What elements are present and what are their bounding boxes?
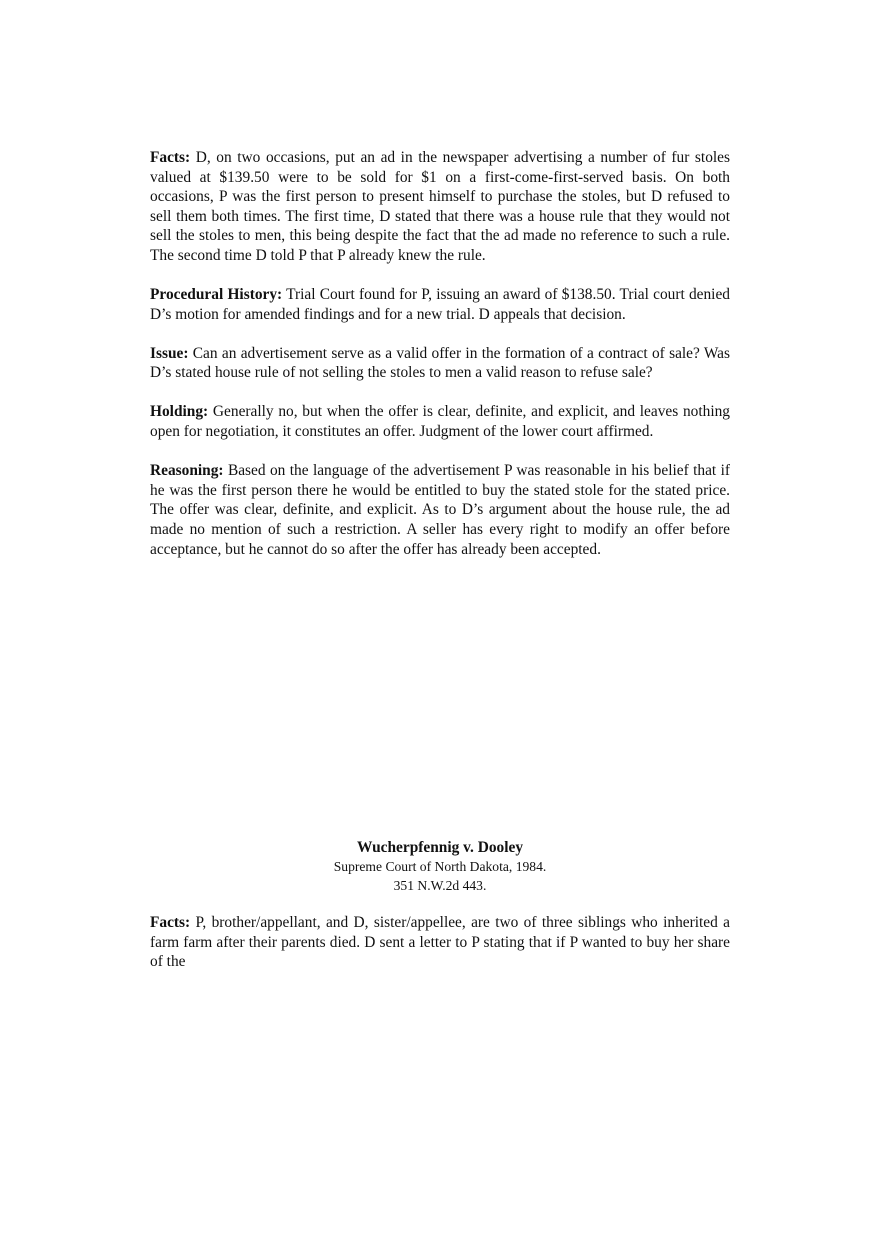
holding-text: Generally no, but when the offer is clear, definite, and explicit, and leaves nothing open for negotiation, it constitutes an offer. Judgment of the lower court affirmed. [150, 403, 730, 441]
procedural-history-label: Procedural History: [150, 286, 283, 304]
case-header-section [150, 838, 730, 991]
facts-label: Facts: [150, 149, 191, 166]
issue-label: Issue: [150, 344, 189, 362]
procedural-history-text: Trial Court found for P, issuing an award of $138.50. Trial court denied D’s motion for amended findings and for a new trial. D appeals that decision. [150, 286, 730, 323]
facts-text: D, on two occasions, put an ad in the newspaper advertising a number of fur stoles valued at $139.50 were to be sold for $1 on a first-come-first-served basis. On both occasions, P was the first person to present himself to purchase the stoles, but D refused to sell them both times. The first time, D stated that there was a house rule that they would not sell the stoles to men, this being despite the fact that the ad made no reference to such a rule. The second time D told P that P already knew the rule. [150, 149, 730, 264]
facts-paragraph [150, 148, 730, 266]
case-citation: 351 N.W.2d 443. [393, 878, 487, 893]
procedural-history-paragraph [150, 285, 730, 324]
issue-paragraph [150, 344, 730, 383]
case-title: Wucherpfennig v. Dooley [356, 839, 524, 856]
holding-label: Holding: [150, 403, 209, 421]
reasoning-paragraph [150, 461, 730, 559]
holding-paragraph [150, 402, 730, 441]
reasoning-text: Based on the language of the advertisement P was reasonable in his belief that if he was the first person there he would be entitled to buy the stated stole for the stated price. The offer was clear, definite, and explicit. As to D’s argument about the house rule, the ad made no mention of such a restriction. A seller has every right to modify an offer before acceptance, but he cannot do so after the offer has already been accepted. [150, 462, 730, 558]
case2-facts-text: P, brother/appellant, and D, sister/appellee, are two of three siblings who inherited a farm farm after their parents died. D sent a letter to P stating that if P wanted to buy her share of the [150, 914, 730, 971]
case2-facts-paragraph [150, 913, 730, 972]
case-brief-section [150, 148, 730, 579]
case-court: Supreme Court of North Dakota, 1984. [333, 859, 547, 874]
case2-facts-label: Facts: [150, 914, 191, 931]
issue-text: Can an advertisement serve as a valid offer in the formation of a contract of sale? Was D’s stated house rule of not selling the stoles to men a valid reason to refuse sale? [150, 344, 730, 382]
reasoning-label: Reasoning: [150, 462, 224, 480]
